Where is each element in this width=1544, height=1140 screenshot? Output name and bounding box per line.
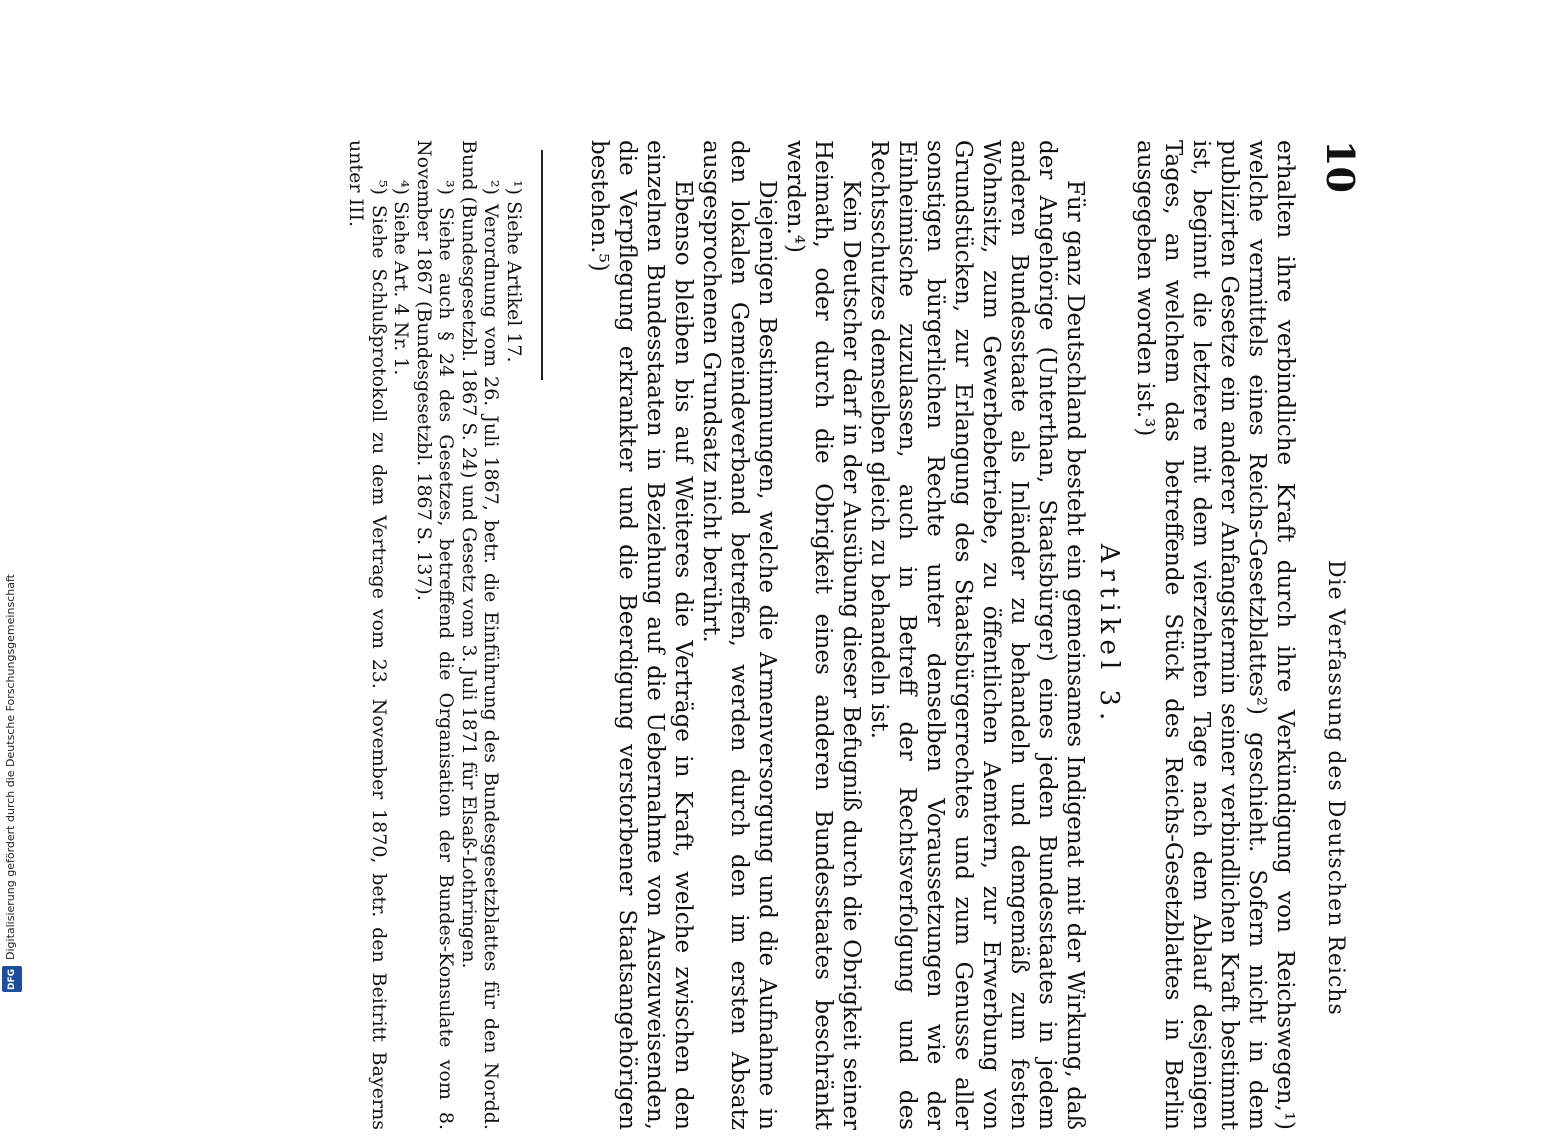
footnote-2: ²) Verordnung vom 26. Juli 1867, betr. die Einführung des Bundesgesetzblattes für den Nordd. Bund (Bundesgesetzbl. 1867 S. 24) und Gesetz vom 3. Juli 1871 für Elsaß-Lothringen. [458, 140, 503, 1130]
paragraph-indigenat: Für ganz Deutschland besteht ein gemeinsames Indigenat mit der Wirkung, daß der Angehörige (Unterthan, Staatsbürger) eines jeden Bundesstaates in jedem anderen Bundesstaate als Inländer zu behandeln und demgemäß zum festen Wohnsitz, zum Gewerbebetriebe, zu öffentlichen Aemtern, zur Erwerbung von Grundstücken, zur Erlangung des Staatsbürgerrechtes und zum Genusse aller sonstigen bürgerlichen Rechte unter denselben Voraussetzungen wie der Einheimische zuzulassen, auch in Betreff der Rechtsverfolgung und des Rechtsschutzes demselben gleich zu behandeln ist. [866, 140, 1088, 1130]
page-header [1305, 140, 1365, 1140]
article-heading: Artikel 3. [1094, 543, 1124, 727]
footnote-3: ³) Siehe auch § 24 des Gesetzes, betreffend die Organisation der Bundes-Konsulate vom 8. November 1867 (Bundesgesetzbl. 1867 S. 137). [413, 140, 458, 1130]
running-title: Die Verfassung des Deutschen Reichs [1323, 560, 1348, 1016]
footnotes [345, 140, 525, 1130]
footnote-1: ¹) Siehe Artikel 17. [503, 180, 525, 363]
paragraph-continuation: erhalten ihre verbindliche Kraft durch ihre Verkündigung von Reichswegen,¹) welche vermittels eines Reichs-Gesetzblattes²) geschieht. Sofern nicht in dem publizirten Gesetze ein anderer Anfangstermin seiner verbindlichen Kraft bestimmt ist, beginnt die letztere mit dem vierzehnten Tage nach dem Ablauf desjenigen Tages, an welchem das betreffende Stück des Reichs-Gesetzblattes in Berlin ausgegeben worden ist.³) [1132, 140, 1298, 1130]
body-text [585, 140, 1299, 1130]
page-number: 10 [1318, 140, 1363, 193]
document-page [175, 140, 1365, 1140]
footnote-divider [541, 150, 543, 380]
digitization-credit [0, 574, 26, 1000]
digitization-credit-text: Digitalisierung gefördert durch die Deutsche Forschungsgemeinschaft [4, 574, 17, 960]
paragraph-befugniss: Kein Deutscher darf in der Ausübung dieser Befugniß durch die Obrigkeit seiner Heimath, oder durch die Obrigkeit eines anderen Bundesstaates beschränkt werden.⁴) [782, 140, 864, 1130]
footnote-5: ⁵) Siehe Schlußprotokoll zu dem Vertrage vom 23. November 1870, betr. den Beitritt Bayerns unter III. [345, 140, 390, 1130]
footnote-4: ⁴) Siehe Art. 4 Nr. 1. [390, 180, 413, 376]
paragraph-armenversorgung: Diejenigen Bestimmungen, welche die Armenversorgung und die Aufnahme in den lokalen Gemeindeverband betreffen, werden durch den im ersten Absatz ausgesprochenen Grundsatz nicht berührt. [698, 140, 780, 1130]
paragraph-vertraege: Ebenso bleiben bis auf Weiteres die Verträge in Kraft, welche zwischen den einzelnen Bundesstaaten in Beziehung auf die Uebernahme von Auszuweisenden, die Verpflegung erkrankter und die Beerdigung verstorbener Staatsangehörigen bestehen.⁵) [586, 140, 696, 1130]
dfg-logo-icon: DFG [2, 966, 22, 992]
